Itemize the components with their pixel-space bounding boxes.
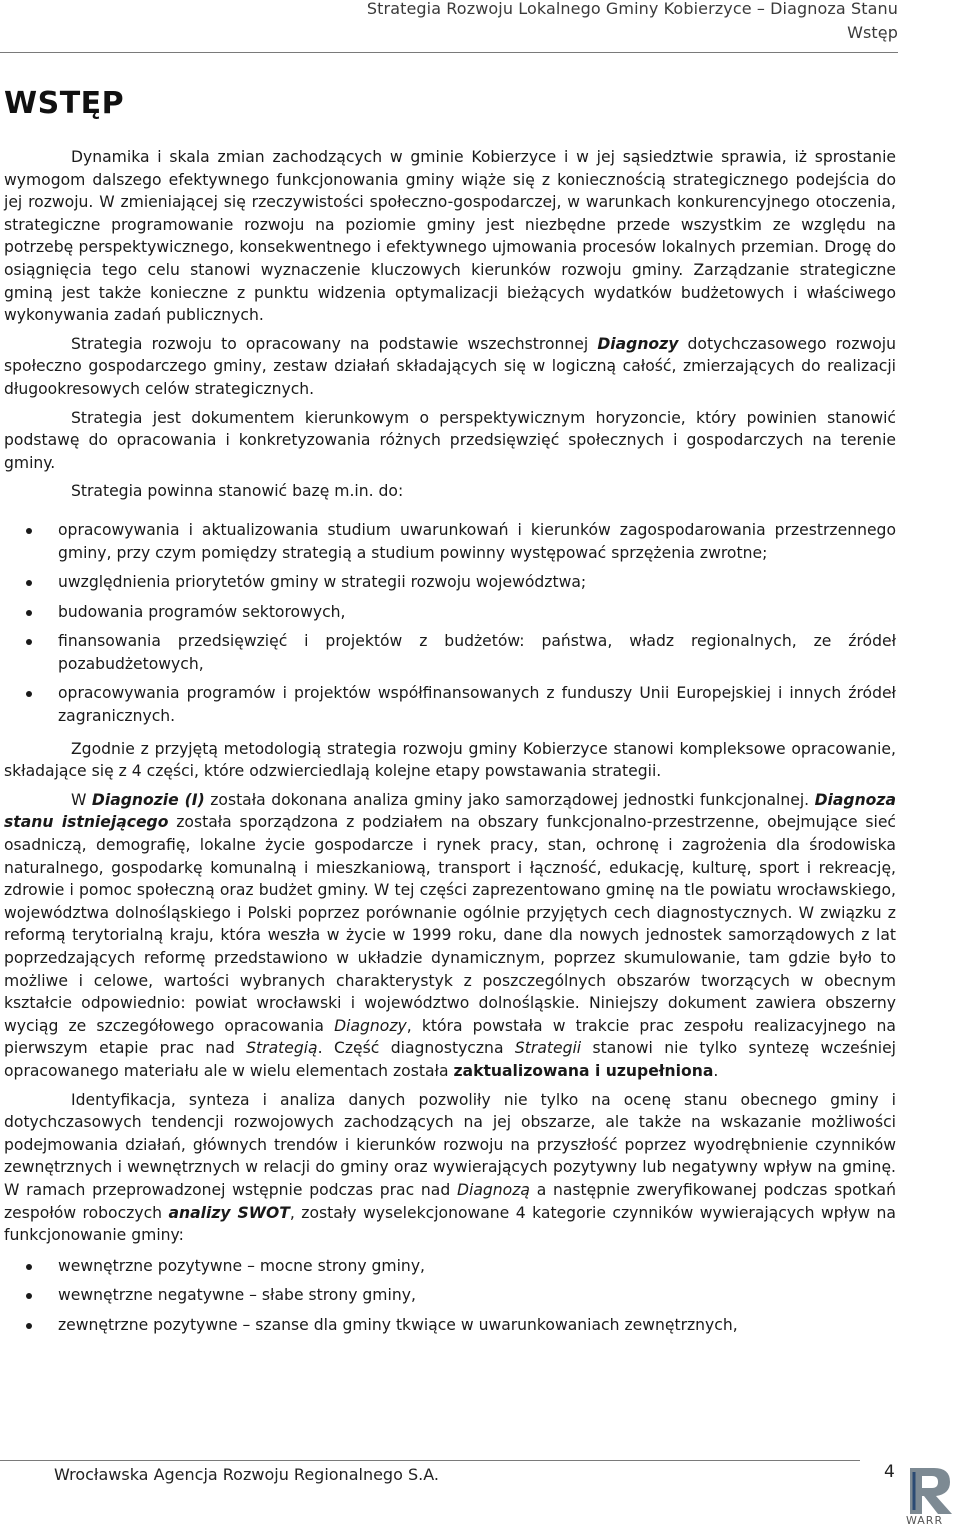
list-item: opracowywania i aktualizowania studium uwarunkowań i kierunków zagospodarowania przestrzennego gminy, przy czym pomiędzy strategią a studium powinny występować sprzężenia zwrotne; xyxy=(4,519,896,564)
list-item: wewnętrzne negatywne – słabe strony gminy, xyxy=(4,1284,896,1307)
page-title: WSTĘP xyxy=(4,86,125,121)
list-item: finansowania przedsięwzięć i projektów z budżetów: państwa, władz regionalnych, ze źródeł pozabudżetowych, xyxy=(4,630,896,675)
paragraph-5: Zgodnie z przyjętą metodologią strategia rozwoju gminy Kobierzyce stanowi kompleksowe opracowanie, składające się z 4 części, które odzwierciedlają kolejne etapy powstawania strategii. xyxy=(4,739,896,781)
paragraph-7: Identyfikacja, synteza i analiza danych pozwoliły nie tylko na ocenę stanu obecnego gminy i dotychczasowych tendencji rozwojowych zachodzących na jej obszarze, ale także na wskazanie możliwości podejmowania działań, głównych trendów i kierunków rozwoju na przyszłość poprzez wyodrębnienie czynników zewnętrznych i wewnętrznych w relacji do gminy oraz wywierających pozytywny lub negatywny wpływ na gminę. W ramach przeprowadzonej wstępnie podczas prac nad Diagnozą a następnie zweryfikowanej podczas spotkań zespołów roboczych analizy SWOT, zostały wyselekcjonowane 4 kategorie czynników wywierających wpływ na funkcjonowanie gminy: xyxy=(4,1090,896,1245)
list-item: uwzględnienia priorytetów gminy w strategii rozwoju województwa; xyxy=(4,571,896,594)
bullet-list-2 xyxy=(4,1255,896,1337)
document-body xyxy=(4,146,896,1347)
header-document-title: Strategia Rozwoju Lokalnego Gminy Kobierzyce – Diagnoza Stanu xyxy=(366,0,898,18)
footer-organization: Wrocławska Agencja Rozwoju Regionalnego S.A. xyxy=(54,1465,439,1484)
bullet-icon xyxy=(26,610,32,616)
paragraph-3: Strategia jest dokumentem kierunkowym o perspektywicznym horyzoncie, który powinien stanowić podstawę do opracowania i konkretyzowania różnych przedsięwzięć społecznych i gospodarczych na terenie gminy. xyxy=(4,408,896,472)
bullet-icon xyxy=(26,639,32,645)
bullet-icon xyxy=(26,528,32,534)
logo-text: WARR xyxy=(906,1514,944,1527)
bullet-list-1 xyxy=(4,519,896,728)
list-item: zewnętrzne pozytywne – szanse dla gminy tkwiące w uwarunkowaniach zewnętrznych, xyxy=(4,1314,896,1337)
bullet-icon xyxy=(26,580,32,586)
bullet-icon xyxy=(26,1323,32,1329)
list-item: opracowywania programów i projektów współfinansowanych z funduszy Unii Europejskiej i innych źródeł zagranicznych. xyxy=(4,682,896,727)
bullet-icon xyxy=(26,1264,32,1270)
paragraph-6: W Diagnozie (I) została dokonana analiza gminy jako samorządowej jednostki funkcjonalnej. Diagnoza stanu istniejącego została sporządzona z podziałem na obszary funkcjonalno-przestrzenne, obejmujące sieć osadniczą, demografię, lokalne życie gospodarcze i rynek pracy, stan, ochronę i zagrożenia dla środowiska naturalnego, gospodarkę komunalną i mieszkaniową, transport i łączność, edukację, kulturę, sport i rekreację, zdrowie i pomoc społeczną oraz budżet gminy. W tej części zaprezentowano gminę na tle powiatu wrocławskiego, województwa dolnośląskiego i Polski poprzez porównanie ogólnie przyjętych cech diagnostycznych. W związku z reformą terytorialną kraju, która weszła w życie w 1999 roku, dane dla nowych jednostek samorządowych z lat poprzedzających reformę przedstawiono w układzie dynamicznym, poprzez skumulowanie, tam gdzie było to możliwe i celowe, wartości wybranych charakterystyk z poszczególnych obszarów tworzących w obecnym kształcie odpowiednio: powiat wrocławski i województwo dolnośląskie. Niniejszy dokument zawiera obszerny wyciąg ze szczegółowego opracowania Diagnozy, która powstała w trakcie prac zespołu realizacyjnego na pierwszym etapie prac nad Strategią. Część diagnostyczna Strategii stanowi nie tylko syntezę wcześniej opracowanego materiału ale w wielu elementach została zaktualizowana i uzupełniona. xyxy=(4,790,897,1080)
bullet-icon xyxy=(26,691,32,697)
list-item: wewnętrzne pozytywne – mocne strony gminy, xyxy=(4,1255,896,1278)
paragraph-1: Dynamika i skala zmian zachodzących w gminie Kobierzyce i w jej sąsiedztwie sprawia, iż sprostanie wymogom dalszego efektywnego funkcjonowania gminy wiąże się z koniecznością strategicznego podejścia do jej rozwoju. W zmieniającej się rzeczywistości społeczno-gospodarczej, w warunkach konkurencyjnego otoczenia, strategiczne programowanie rozwoju na poziomie gminy jest niezbędne przede wszystkim ze względu na potrzebę perspektywicznego, konsekwentnego i efektywnego ujmowania procesów lokalnych przemian. Drogę do osiągnięcia tego celu stanowi wyznaczenie kluczowych kierunków rozwoju gminy. Zarządzanie strategiczne gminą jest także konieczne z punktu widzenia optymalizacji bieżących wydatków budżetowych i właściwego wykonywania zadań publicznych. xyxy=(4,148,896,325)
list-item: budowania programów sektorowych, xyxy=(4,601,896,624)
bullet-icon xyxy=(26,1293,32,1299)
paragraph-2: Strategia rozwoju to opracowany na podstawie wszechstronnej Diagnozy dotychczasowego rozwoju społeczno gospodarczego gminy, zestaw działań składających się w logiczną całość, zmierzających do realizacji długookresowych celów strategicznych. xyxy=(4,334,896,398)
page-number: 4 xyxy=(884,1462,895,1482)
page-header xyxy=(0,0,898,53)
header-section-title: Wstęp xyxy=(847,23,898,42)
footer-divider xyxy=(0,1460,860,1461)
paragraph-4: Strategia powinna stanowić bazę m.in. do: xyxy=(71,482,404,501)
